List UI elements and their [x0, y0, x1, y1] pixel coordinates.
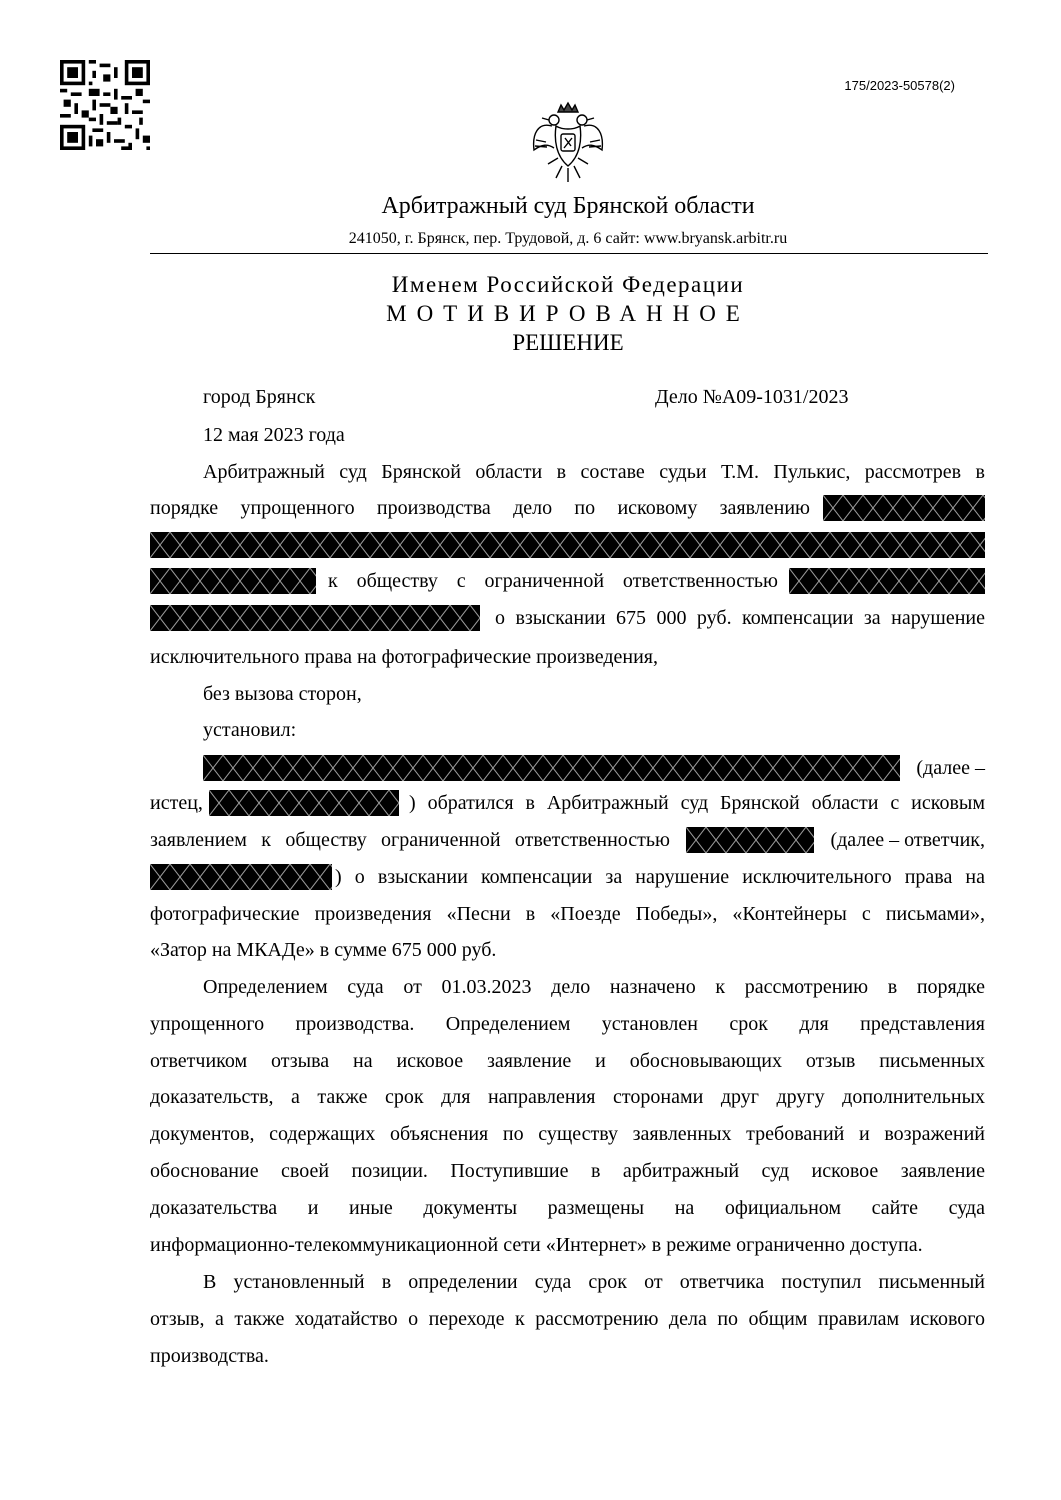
paragraph-3-line: доказательства и иные документы размещены на официальном сайте суда	[150, 1197, 985, 1219]
paragraph-3-line: упрощенного производства. Определением установлен срок для представления	[150, 1013, 985, 1035]
header-divider	[150, 253, 988, 254]
paragraph-3-line: обоснование своей позиции. Поступившие в арбитражный суд исковое заявление	[150, 1160, 985, 1182]
paragraph-1-line	[150, 605, 985, 631]
paragraph-1-line: исключительного права на фотографические произведения,	[150, 646, 658, 668]
text-fragment: порядке упрощенного производства дело по исковому заявлению	[150, 497, 810, 519]
paragraph-3-line: Определением суда от 01.03.2023 дело назначено к рассмотрению в порядке	[203, 976, 985, 998]
paragraph-3-line: информационно-телекоммуникационной сети «Интернет» в режиме ограниченно доступа.	[150, 1234, 923, 1256]
document-number: 175/2023-50578(2)	[844, 78, 955, 93]
paragraph-1-line	[150, 568, 985, 594]
paragraph-2-line: фотографические произведения «Песни в «Поезде Победы», «Контейнеры с письмами»,	[150, 903, 985, 925]
redaction-block	[150, 532, 985, 558]
text-fragment: ) о взыскании компенсации за нарушение исключительного права на	[335, 866, 985, 888]
text-fragment: к обществу с ограниченной ответственностью	[328, 570, 778, 592]
redaction-block	[150, 864, 332, 890]
coat-of-arms-emblem	[528, 100, 608, 192]
paragraph-2-line	[203, 755, 985, 781]
paragraph-2-line	[150, 790, 985, 816]
text-fragment: (далее –	[916, 757, 985, 779]
paragraph-1-line	[150, 495, 985, 521]
redaction-block	[150, 568, 316, 594]
title-line-2: МОТИВИРОВАННОЕ	[386, 301, 750, 326]
established-heading: установил:	[203, 719, 297, 741]
paragraph-3-line: доказательств, а также срок для направления сторонами друг другу дополнительных	[150, 1086, 985, 1108]
paragraph-1-line: Арбитражный суд Брянской области в составе судьи Т.М. Пулькис, рассмотрев в	[203, 461, 985, 483]
text-fragment: о взыскании 675 000 руб. компенсации за нарушение	[495, 607, 985, 629]
court-name: Арбитражный суд Брянской области	[381, 193, 755, 219]
decision-date: 12 мая 2023 года	[203, 424, 345, 446]
text-fragment: заявлением к обществу ограниченной ответственностью	[150, 829, 670, 851]
case-number: Дело №А09-1031/2023	[655, 386, 849, 408]
qr-code	[60, 60, 150, 150]
paragraph-2-line	[150, 827, 985, 853]
city: город Брянск	[203, 386, 316, 408]
redaction-block	[209, 790, 399, 816]
paragraph-4-line: отзыв, а также ходатайство о переходе к рассмотрению дела по общим правилам искового	[150, 1308, 985, 1330]
court-address: 241050, г. Брянск, пер. Трудовой, д. 6 сайт: www.bryansk.arbitr.ru	[348, 230, 788, 247]
redaction-block	[789, 568, 985, 594]
redaction-block	[823, 495, 985, 521]
paragraph-2-line: «Затор на МКАДе» в сумме 675 000 руб.	[150, 939, 497, 961]
title-line-3: РЕШЕНИЕ	[512, 330, 624, 355]
redaction-block	[203, 755, 900, 781]
redaction-block	[686, 827, 814, 853]
paragraph-4-line: В установленный в определении суда срок от ответчика поступил письменный	[203, 1271, 985, 1293]
paragraph-4-line: производства.	[150, 1345, 269, 1367]
paragraph-2-line	[150, 864, 985, 890]
paragraph-3-line: документов, содержащих объяснения по существу заявленных требований и возражений	[150, 1123, 985, 1145]
redaction-block	[150, 605, 480, 631]
title-line-1: Именем Российской Федерации	[391, 272, 745, 297]
text-fragment: (далее – ответчик,	[830, 829, 985, 851]
no-parties-note: без вызова сторон,	[203, 683, 362, 705]
text-fragment: истец,	[150, 792, 203, 814]
text-fragment: ) обратился в Арбитражный суд Брянской области с исковым	[409, 792, 985, 814]
paragraph-3-line: ответчиком отзыва на исковое заявление и обосновывающих отзыв письменных	[150, 1050, 985, 1072]
